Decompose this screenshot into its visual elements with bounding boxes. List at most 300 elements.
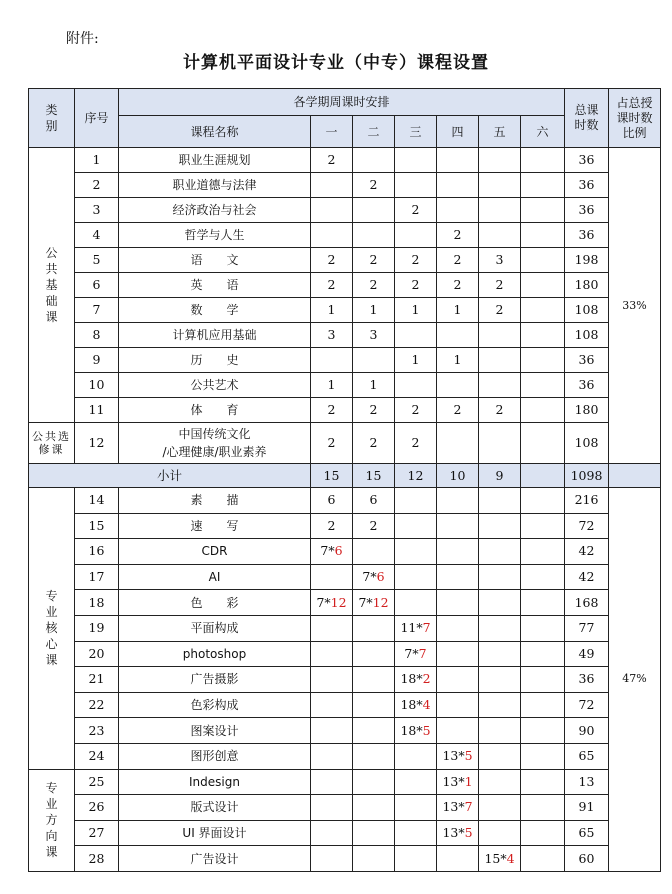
row-number: 18 — [75, 590, 119, 616]
semester-6-hours — [521, 590, 565, 616]
page-title: 计算机平面设计专业（中专）课程设置 — [183, 53, 489, 73]
semester-4-hours — [437, 423, 479, 464]
semester-1-hours — [311, 846, 353, 872]
semester-4-hours — [437, 148, 479, 173]
subtotal-semester-6 — [521, 464, 565, 488]
row-number: 28 — [75, 846, 119, 872]
table-row — [29, 743, 661, 769]
semester-6-hours — [521, 423, 565, 464]
subtotal-total: 1098 — [565, 464, 609, 488]
semester-4-hours: 2 — [437, 223, 479, 248]
semester-1-hours — [311, 667, 353, 693]
semester-5-hours: 15*4 — [479, 846, 521, 872]
semester-2-hours — [353, 718, 395, 744]
total-hours: 42 — [565, 564, 609, 590]
semester-3-hours: 1 — [395, 298, 437, 323]
semester-3-hours: 18*5 — [395, 718, 437, 744]
semester-6-hours — [521, 846, 565, 872]
header-semester-2: 二 — [353, 116, 395, 148]
semester-2-hours: 7*6 — [353, 564, 395, 590]
semester-3-hours: 11*7 — [395, 615, 437, 641]
row-number: 2 — [75, 173, 119, 198]
total-hours: 36 — [565, 148, 609, 173]
semester-6-hours — [521, 641, 565, 667]
semester-6-hours — [521, 488, 565, 514]
total-hours: 77 — [565, 615, 609, 641]
semester-1-hours — [311, 564, 353, 590]
table-row — [29, 846, 661, 872]
total-hours: 36 — [565, 373, 609, 398]
semester-4-hours: 2 — [437, 398, 479, 423]
semester-4-hours — [437, 846, 479, 872]
subtotal-semester-5: 9 — [479, 464, 521, 488]
ratio-core: 47% — [609, 488, 661, 872]
semester-6-hours — [521, 513, 565, 539]
total-hours: 60 — [565, 846, 609, 872]
semester-4-hours — [437, 718, 479, 744]
table-row — [29, 148, 661, 173]
row-number: 15 — [75, 513, 119, 539]
total-hours: 42 — [565, 539, 609, 565]
semester-5-hours — [479, 795, 521, 821]
course-name: 哲学与人生 — [119, 223, 311, 248]
course-name: AI — [119, 564, 311, 590]
course-name: UI 界面设计 — [119, 820, 311, 846]
semester-2-hours — [353, 795, 395, 821]
header-category: 类别 — [29, 89, 75, 148]
subtotal-semester-1: 15 — [311, 464, 353, 488]
course-name: 素 描 — [119, 488, 311, 514]
semester-5-hours — [479, 373, 521, 398]
semester-1-hours: 2 — [311, 398, 353, 423]
semester-6-hours — [521, 564, 565, 590]
subtotal-ratio — [609, 464, 661, 488]
semester-3-hours — [395, 488, 437, 514]
semester-4-hours — [437, 641, 479, 667]
table-row — [29, 398, 661, 423]
semester-4-hours — [437, 590, 479, 616]
semester-6-hours — [521, 198, 565, 223]
semester-1-hours — [311, 820, 353, 846]
semester-1-hours: 2 — [311, 248, 353, 273]
total-hours: 36 — [565, 198, 609, 223]
row-number: 22 — [75, 692, 119, 718]
course-name: 职业道德与法律 — [119, 173, 311, 198]
table-row — [29, 539, 661, 565]
semester-6-hours — [521, 173, 565, 198]
total-hours: 72 — [565, 692, 609, 718]
semester-1-hours: 2 — [311, 513, 353, 539]
semester-6-hours — [521, 539, 565, 565]
semester-1-hours — [311, 795, 353, 821]
semester-2-hours — [353, 198, 395, 223]
row-number: 21 — [75, 667, 119, 693]
semester-1-hours — [311, 769, 353, 795]
table-row — [29, 513, 661, 539]
semester-2-hours: 7*12 — [353, 590, 395, 616]
semester-2-hours: 1 — [353, 298, 395, 323]
semester-3-hours — [395, 846, 437, 872]
semester-3-hours: 18*2 — [395, 667, 437, 693]
course-name: 职业生涯规划 — [119, 148, 311, 173]
table-row — [29, 564, 661, 590]
semester-2-hours — [353, 223, 395, 248]
semester-1-hours: 7*6 — [311, 539, 353, 565]
semester-3-hours: 2 — [395, 398, 437, 423]
semester-2-hours — [353, 148, 395, 173]
semester-4-hours — [437, 488, 479, 514]
total-hours: 108 — [565, 323, 609, 348]
semester-6-hours — [521, 373, 565, 398]
semester-1-hours — [311, 348, 353, 373]
row-number: 5 — [75, 248, 119, 273]
row-number: 6 — [75, 273, 119, 298]
table-row — [29, 820, 661, 846]
semester-5-hours — [479, 769, 521, 795]
semester-2-hours: 2 — [353, 273, 395, 298]
semester-6-hours — [521, 223, 565, 248]
semester-3-hours: 2 — [395, 423, 437, 464]
semester-3-hours — [395, 564, 437, 590]
table-row — [29, 488, 661, 514]
semester-5-hours: 2 — [479, 398, 521, 423]
semester-5-hours — [479, 667, 521, 693]
row-number: 8 — [75, 323, 119, 348]
total-hours: 36 — [565, 173, 609, 198]
course-name: 图案设计 — [119, 718, 311, 744]
total-hours: 91 — [565, 795, 609, 821]
semester-6-hours — [521, 743, 565, 769]
semester-6-hours — [521, 298, 565, 323]
semester-2-hours — [353, 641, 395, 667]
semester-6-hours — [521, 248, 565, 273]
course-name: 速 写 — [119, 513, 311, 539]
semester-2-hours — [353, 667, 395, 693]
total-hours: 36 — [565, 667, 609, 693]
header-semester-3: 三 — [395, 116, 437, 148]
semester-6-hours — [521, 323, 565, 348]
table-row — [29, 248, 661, 273]
table-row — [29, 795, 661, 821]
semester-5-hours — [479, 323, 521, 348]
semester-6-hours — [521, 718, 565, 744]
header-weekly: 各学期周课时安排 — [119, 89, 565, 116]
semester-6-hours — [521, 348, 565, 373]
header-semester-5: 五 — [479, 116, 521, 148]
table-row — [29, 692, 661, 718]
semester-2-hours: 2 — [353, 173, 395, 198]
semester-3-hours — [395, 539, 437, 565]
semester-5-hours — [479, 820, 521, 846]
semester-2-hours — [353, 348, 395, 373]
semester-5-hours — [479, 615, 521, 641]
semester-4-hours — [437, 615, 479, 641]
semester-4-hours: 13*7 — [437, 795, 479, 821]
total-hours: 65 — [565, 820, 609, 846]
course-table — [28, 88, 661, 872]
semester-1-hours — [311, 615, 353, 641]
header-seq: 序号 — [75, 89, 119, 148]
row-number: 19 — [75, 615, 119, 641]
table-row — [29, 348, 661, 373]
semester-3-hours — [395, 223, 437, 248]
course-name: 图形创意 — [119, 743, 311, 769]
course-name: 计算机应用基础 — [119, 323, 311, 348]
total-hours: 13 — [565, 769, 609, 795]
row-number: 26 — [75, 795, 119, 821]
table-row — [29, 423, 661, 464]
semester-3-hours: 2 — [395, 273, 437, 298]
semester-2-hours — [353, 769, 395, 795]
semester-5-hours — [479, 423, 521, 464]
total-hours: 72 — [565, 513, 609, 539]
subtotal-semester-4: 10 — [437, 464, 479, 488]
semester-5-hours: 2 — [479, 273, 521, 298]
course-name: 历 史 — [119, 348, 311, 373]
total-hours: 108 — [565, 423, 609, 464]
semester-3-hours — [395, 173, 437, 198]
semester-2-hours: 2 — [353, 513, 395, 539]
course-name: 体 育 — [119, 398, 311, 423]
row-number: 3 — [75, 198, 119, 223]
semester-6-hours — [521, 820, 565, 846]
table-row — [29, 298, 661, 323]
category-core: 专业核心课 — [29, 488, 75, 770]
semester-3-hours: 2 — [395, 248, 437, 273]
category-direction: 专业方向课 — [29, 769, 75, 871]
table-row — [29, 173, 661, 198]
total-hours: 198 — [565, 248, 609, 273]
semester-5-hours — [479, 198, 521, 223]
table-row — [29, 667, 661, 693]
semester-6-hours — [521, 667, 565, 693]
semester-3-hours: 7*7 — [395, 641, 437, 667]
semester-1-hours — [311, 641, 353, 667]
semester-3-hours: 2 — [395, 198, 437, 223]
table-row — [29, 590, 661, 616]
table-row — [29, 718, 661, 744]
semester-1-hours — [311, 198, 353, 223]
semester-3-hours — [395, 148, 437, 173]
semester-6-hours — [521, 273, 565, 298]
semester-6-hours — [521, 692, 565, 718]
semester-2-hours — [353, 692, 395, 718]
table-row — [29, 373, 661, 398]
row-number: 11 — [75, 398, 119, 423]
semester-2-hours — [353, 539, 395, 565]
semester-1-hours — [311, 692, 353, 718]
semester-3-hours — [395, 513, 437, 539]
semester-1-hours: 1 — [311, 298, 353, 323]
semester-4-hours — [437, 692, 479, 718]
semester-2-hours: 1 — [353, 373, 395, 398]
table-row — [29, 273, 661, 298]
row-number: 17 — [75, 564, 119, 590]
total-hours: 49 — [565, 641, 609, 667]
semester-1-hours: 1 — [311, 373, 353, 398]
course-name: 中国传统文化 /心理健康/职业素养 — [119, 423, 311, 464]
semester-4-hours: 13*5 — [437, 820, 479, 846]
semester-4-hours — [437, 539, 479, 565]
table-row — [29, 769, 661, 795]
course-name: 语 文 — [119, 248, 311, 273]
semester-3-hours — [395, 820, 437, 846]
row-number: 10 — [75, 373, 119, 398]
header-semester-4: 四 — [437, 116, 479, 148]
header-ratio: 占总授课时数比例 — [609, 89, 661, 148]
table-row — [29, 323, 661, 348]
semester-5-hours — [479, 539, 521, 565]
subtotal-row — [29, 464, 661, 488]
semester-5-hours — [479, 564, 521, 590]
semester-4-hours — [437, 667, 479, 693]
course-name: Indesign — [119, 769, 311, 795]
semester-6-hours — [521, 769, 565, 795]
semester-2-hours — [353, 743, 395, 769]
table-row — [29, 615, 661, 641]
course-name: 色 彩 — [119, 590, 311, 616]
total-hours: 180 — [565, 398, 609, 423]
total-hours: 168 — [565, 590, 609, 616]
semester-2-hours — [353, 615, 395, 641]
row-number: 1 — [75, 148, 119, 173]
semester-5-hours — [479, 513, 521, 539]
semester-4-hours: 13*5 — [437, 743, 479, 769]
semester-6-hours — [521, 795, 565, 821]
course-name: CDR — [119, 539, 311, 565]
semester-1-hours — [311, 743, 353, 769]
table-row — [29, 641, 661, 667]
semester-5-hours — [479, 148, 521, 173]
semester-2-hours — [353, 820, 395, 846]
semester-5-hours — [479, 223, 521, 248]
semester-4-hours — [437, 373, 479, 398]
semester-3-hours — [395, 590, 437, 616]
semester-2-hours: 3 — [353, 323, 395, 348]
course-name: 平面构成 — [119, 615, 311, 641]
semester-6-hours — [521, 148, 565, 173]
category-public-basic: 公共基础课 — [29, 148, 75, 423]
semester-1-hours: 3 — [311, 323, 353, 348]
table-row — [29, 198, 661, 223]
row-number: 20 — [75, 641, 119, 667]
semester-2-hours: 6 — [353, 488, 395, 514]
row-number: 9 — [75, 348, 119, 373]
course-name: 版式设计 — [119, 795, 311, 821]
semester-1-hours: 2 — [311, 423, 353, 464]
semester-5-hours — [479, 641, 521, 667]
semester-3-hours: 1 — [395, 348, 437, 373]
semester-6-hours — [521, 398, 565, 423]
semester-2-hours: 2 — [353, 248, 395, 273]
row-number: 7 — [75, 298, 119, 323]
row-number: 27 — [75, 820, 119, 846]
semester-5-hours — [479, 590, 521, 616]
semester-2-hours: 2 — [353, 423, 395, 464]
total-hours: 216 — [565, 488, 609, 514]
total-hours: 36 — [565, 223, 609, 248]
course-name: 数 学 — [119, 298, 311, 323]
semester-6-hours — [521, 615, 565, 641]
attachment-label: 附件: — [66, 31, 99, 47]
semester-5-hours: 2 — [479, 298, 521, 323]
semester-5-hours — [479, 348, 521, 373]
semester-5-hours — [479, 488, 521, 514]
semester-5-hours: 3 — [479, 248, 521, 273]
semester-3-hours — [395, 769, 437, 795]
row-number: 12 — [75, 423, 119, 464]
course-name: 经济政治与社会 — [119, 198, 311, 223]
semester-4-hours — [437, 323, 479, 348]
semester-3-hours — [395, 323, 437, 348]
semester-1-hours: 7*12 — [311, 590, 353, 616]
semester-4-hours: 13*1 — [437, 769, 479, 795]
ratio-public: 33% — [609, 148, 661, 464]
category-public-elective: 公共选修课 — [29, 423, 75, 464]
subtotal-semester-3: 12 — [395, 464, 437, 488]
course-name: 广告设计 — [119, 846, 311, 872]
semester-5-hours — [479, 173, 521, 198]
semester-5-hours — [479, 718, 521, 744]
semester-4-hours: 1 — [437, 298, 479, 323]
course-name: 色彩构成 — [119, 692, 311, 718]
semester-4-hours: 2 — [437, 248, 479, 273]
semester-5-hours — [479, 743, 521, 769]
semester-4-hours — [437, 513, 479, 539]
semester-4-hours: 1 — [437, 348, 479, 373]
semester-3-hours: 18*4 — [395, 692, 437, 718]
total-hours: 108 — [565, 298, 609, 323]
course-name: 广告摄影 — [119, 667, 311, 693]
semester-4-hours — [437, 198, 479, 223]
row-number: 14 — [75, 488, 119, 514]
semester-4-hours — [437, 564, 479, 590]
semester-1-hours: 6 — [311, 488, 353, 514]
total-hours: 36 — [565, 348, 609, 373]
semester-1-hours: 2 — [311, 148, 353, 173]
semester-3-hours — [395, 743, 437, 769]
total-hours: 180 — [565, 273, 609, 298]
subtotal-semester-2: 15 — [353, 464, 395, 488]
semester-1-hours: 2 — [311, 273, 353, 298]
semester-5-hours — [479, 692, 521, 718]
row-number: 24 — [75, 743, 119, 769]
subtotal-label: 小计 — [29, 464, 311, 488]
total-hours: 65 — [565, 743, 609, 769]
row-number: 4 — [75, 223, 119, 248]
course-name: photoshop — [119, 641, 311, 667]
semester-2-hours: 2 — [353, 398, 395, 423]
semester-3-hours — [395, 795, 437, 821]
row-number: 25 — [75, 769, 119, 795]
header-semester-6: 六 — [521, 116, 565, 148]
course-name: 公共艺术 — [119, 373, 311, 398]
course-name: 英 语 — [119, 273, 311, 298]
table-row — [29, 223, 661, 248]
header-total-hours: 总课时数 — [565, 89, 609, 148]
semester-1-hours — [311, 173, 353, 198]
header-semester-1: 一 — [311, 116, 353, 148]
row-number: 16 — [75, 539, 119, 565]
semester-3-hours — [395, 373, 437, 398]
semester-2-hours — [353, 846, 395, 872]
semester-1-hours — [311, 718, 353, 744]
semester-1-hours — [311, 223, 353, 248]
total-hours: 90 — [565, 718, 609, 744]
semester-4-hours — [437, 173, 479, 198]
row-number: 23 — [75, 718, 119, 744]
header-course-name: 课程名称 — [119, 116, 311, 148]
